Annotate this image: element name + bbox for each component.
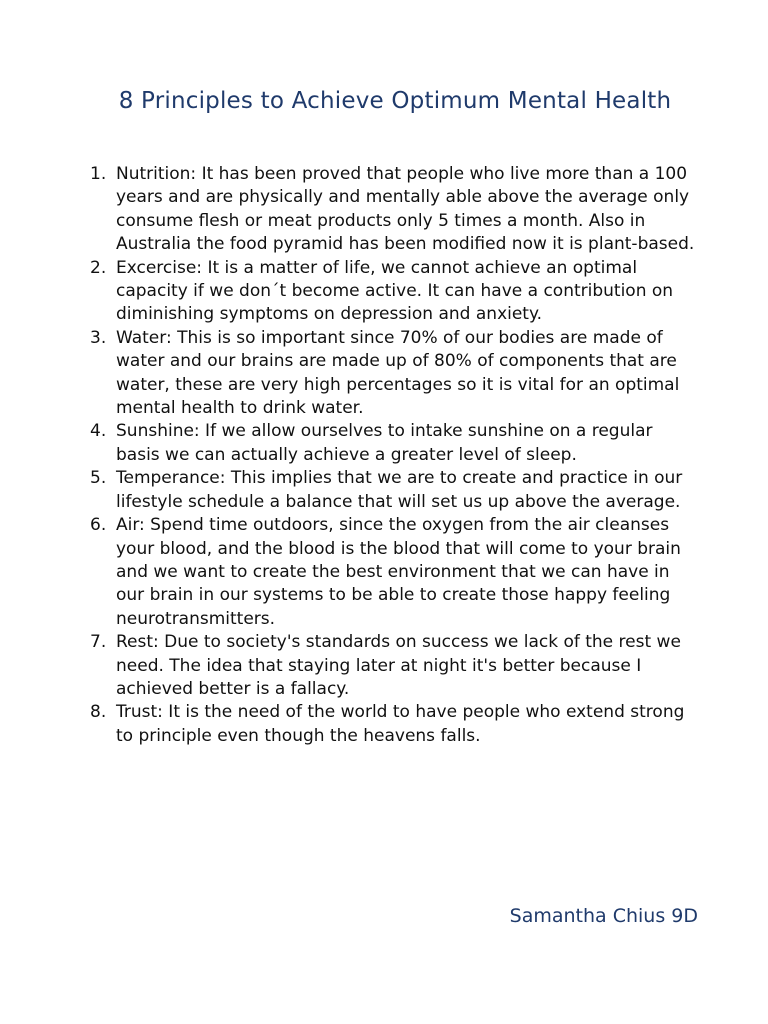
list-item-5 [90, 467, 700, 514]
list-item-number: 3. [90, 327, 107, 348]
list-item-6 [90, 514, 700, 631]
list-item-text: Air: Spend time outdoors, since the oxygen from the air cleanses your blood, and the blood is the blood that will come to your brain and we want to create the best environment that we can have in our brain in our systems to be able to create those happy feeling neurotransmitters. [116, 515, 681, 629]
list-item-8 [90, 701, 700, 748]
list-item-1 [90, 163, 700, 257]
list-item-text: Sunshine: If we allow ourselves to intake sunshine on a regular basis we can actually achieve a greater level of sleep. [116, 421, 653, 465]
page-title: 8 Principles to Achieve Optimum Mental Health [118, 88, 672, 114]
list-item-text: Trust: It is the need of the world to have people who extend strong to principle even though the heavens falls. [116, 702, 685, 746]
list-item-7 [90, 631, 700, 701]
list-item-text: Rest: Due to society's standards on success we lack of the rest we need. The idea that staying later at night it's better because I achieved better is a fallacy. [116, 632, 681, 699]
list-item-text: Water: This is so important since 70% of our bodies are made of water and our brains are made up of 80% of components that are water, these are very high percentages so it is vital for an optimal mental health to drink water. [116, 327, 680, 419]
principles-list [90, 163, 700, 748]
list-item-3 [90, 327, 700, 421]
list-item-text: Nutrition: It has been proved that people who live more than a 100 years and are physically and mentally able above the average only consume flesh or meat products only 5 times a month. Also in Australia the food pyramid has been modified now it is plant-based. [116, 164, 695, 255]
list-item-number: 8. [90, 702, 107, 723]
author-signature: Samantha Chius 9D [509, 905, 698, 927]
list-item-4 [90, 420, 700, 467]
list-item-number: 7. [90, 632, 107, 653]
list-item-text: Excercise: It is a matter of life, we cannot achieve an optimal capacity if we don´t become active. It can have a contribution on diminishing symptoms on depression and anxiety. [116, 257, 674, 325]
list-item-number: 2. [90, 257, 107, 278]
list-item-number: 5. [90, 468, 107, 489]
list-item-text: Temperance: This implies that we are to create and practice in our lifestyle schedule a balance that will set us up above the average. [116, 468, 683, 512]
list-item-number: 1. [90, 164, 107, 184]
list-item-number: 4. [90, 421, 107, 442]
list-item-2 [90, 257, 700, 327]
list-item-number: 6. [90, 515, 107, 536]
